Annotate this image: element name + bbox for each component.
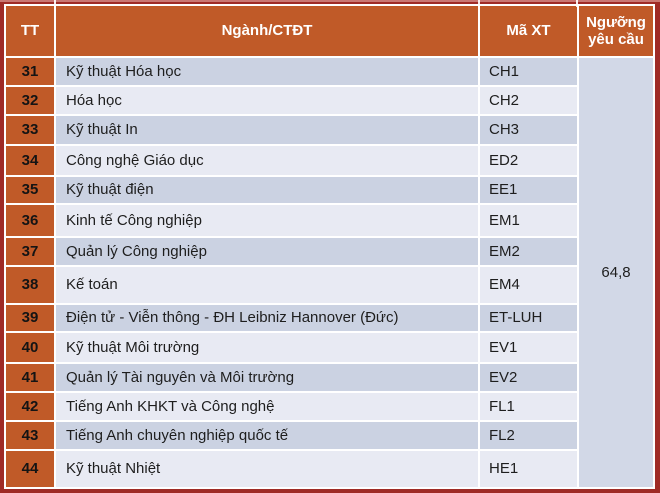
nganh-cell: Quản lý Công nghiệp [56,238,478,265]
ma-xt-cell: EM2 [480,238,577,265]
tt-cell: 37 [6,238,54,265]
frame-top-highlight [0,0,660,2]
ma-xt-cell: EM1 [480,205,577,236]
tt-cell: 31 [6,58,54,85]
tt-cell: 32 [6,87,54,114]
table-row [6,333,653,362]
table-row [6,393,653,420]
table-row [6,58,653,85]
nganh-cell: Điện tử - Viễn thông - ĐH Leibniz Hannover (Đức) [56,305,478,331]
tt-cell: 44 [6,451,54,487]
nganh-cell: Kỹ thuật điện [56,177,478,203]
header-row [6,6,653,56]
tt-cell: 42 [6,393,54,420]
table-row [6,422,653,449]
nganh-cell: Kỹ thuật Hóa học [56,58,478,85]
table-row [6,267,653,303]
tt-cell: 34 [6,146,54,175]
col-header-tt: TT [6,6,54,56]
col-header-nganh-ctdt: Ngành/CTĐT [56,6,478,56]
ma-xt-cell: HE1 [480,451,577,487]
ma-xt-cell: ED2 [480,146,577,175]
nganh-cell: Hóa học [56,87,478,114]
ma-xt-cell: FL1 [480,393,577,420]
table-row [6,177,653,203]
nganh-cell: Tiếng Anh KHKT và Công nghệ [56,393,478,420]
admission-threshold-table [4,4,655,489]
table-row [6,305,653,331]
tt-cell: 36 [6,205,54,236]
table-body [6,58,653,487]
tt-cell: 38 [6,267,54,303]
nganh-cell: Công nghệ Giáo dục [56,146,478,175]
table-row [6,364,653,391]
nganh-cell: Kỹ thuật In [56,116,478,144]
ma-xt-cell: EV2 [480,364,577,391]
nganh-cell: Kế toán [56,267,478,303]
nganh-cell: Tiếng Anh chuyên nghiệp quốc tế [56,422,478,449]
ma-xt-cell: EM4 [480,267,577,303]
ma-xt-cell: ET-LUH [480,305,577,331]
nganh-cell: Kỹ thuật Nhiệt [56,451,478,487]
ma-xt-cell: FL2 [480,422,577,449]
ma-xt-cell: CH3 [480,116,577,144]
table-row [6,146,653,175]
tt-cell: 35 [6,177,54,203]
ma-xt-cell: EV1 [480,333,577,362]
table-row [6,116,653,144]
ma-xt-cell: EE1 [480,177,577,203]
table-row [6,87,653,114]
col-header-ma-xt: Mã XT [480,6,577,56]
tt-cell: 41 [6,364,54,391]
tt-cell: 33 [6,116,54,144]
tt-cell: 40 [6,333,54,362]
table-row [6,451,653,487]
nganh-cell: Kinh tế Công nghiệp [56,205,478,236]
nguong-value-cell: 64,8 [579,58,653,487]
table-row [6,238,653,265]
col-header-nguong-yeu-cau: Ngưỡng yêu cầu [579,6,653,56]
ma-xt-cell: CH1 [480,58,577,85]
table-row [6,205,653,236]
nganh-cell: Kỹ thuật Môi trường [56,333,478,362]
ma-xt-cell: CH2 [480,87,577,114]
nganh-cell: Quản lý Tài nguyên và Môi trường [56,364,478,391]
tt-cell: 43 [6,422,54,449]
tt-cell: 39 [6,305,54,331]
